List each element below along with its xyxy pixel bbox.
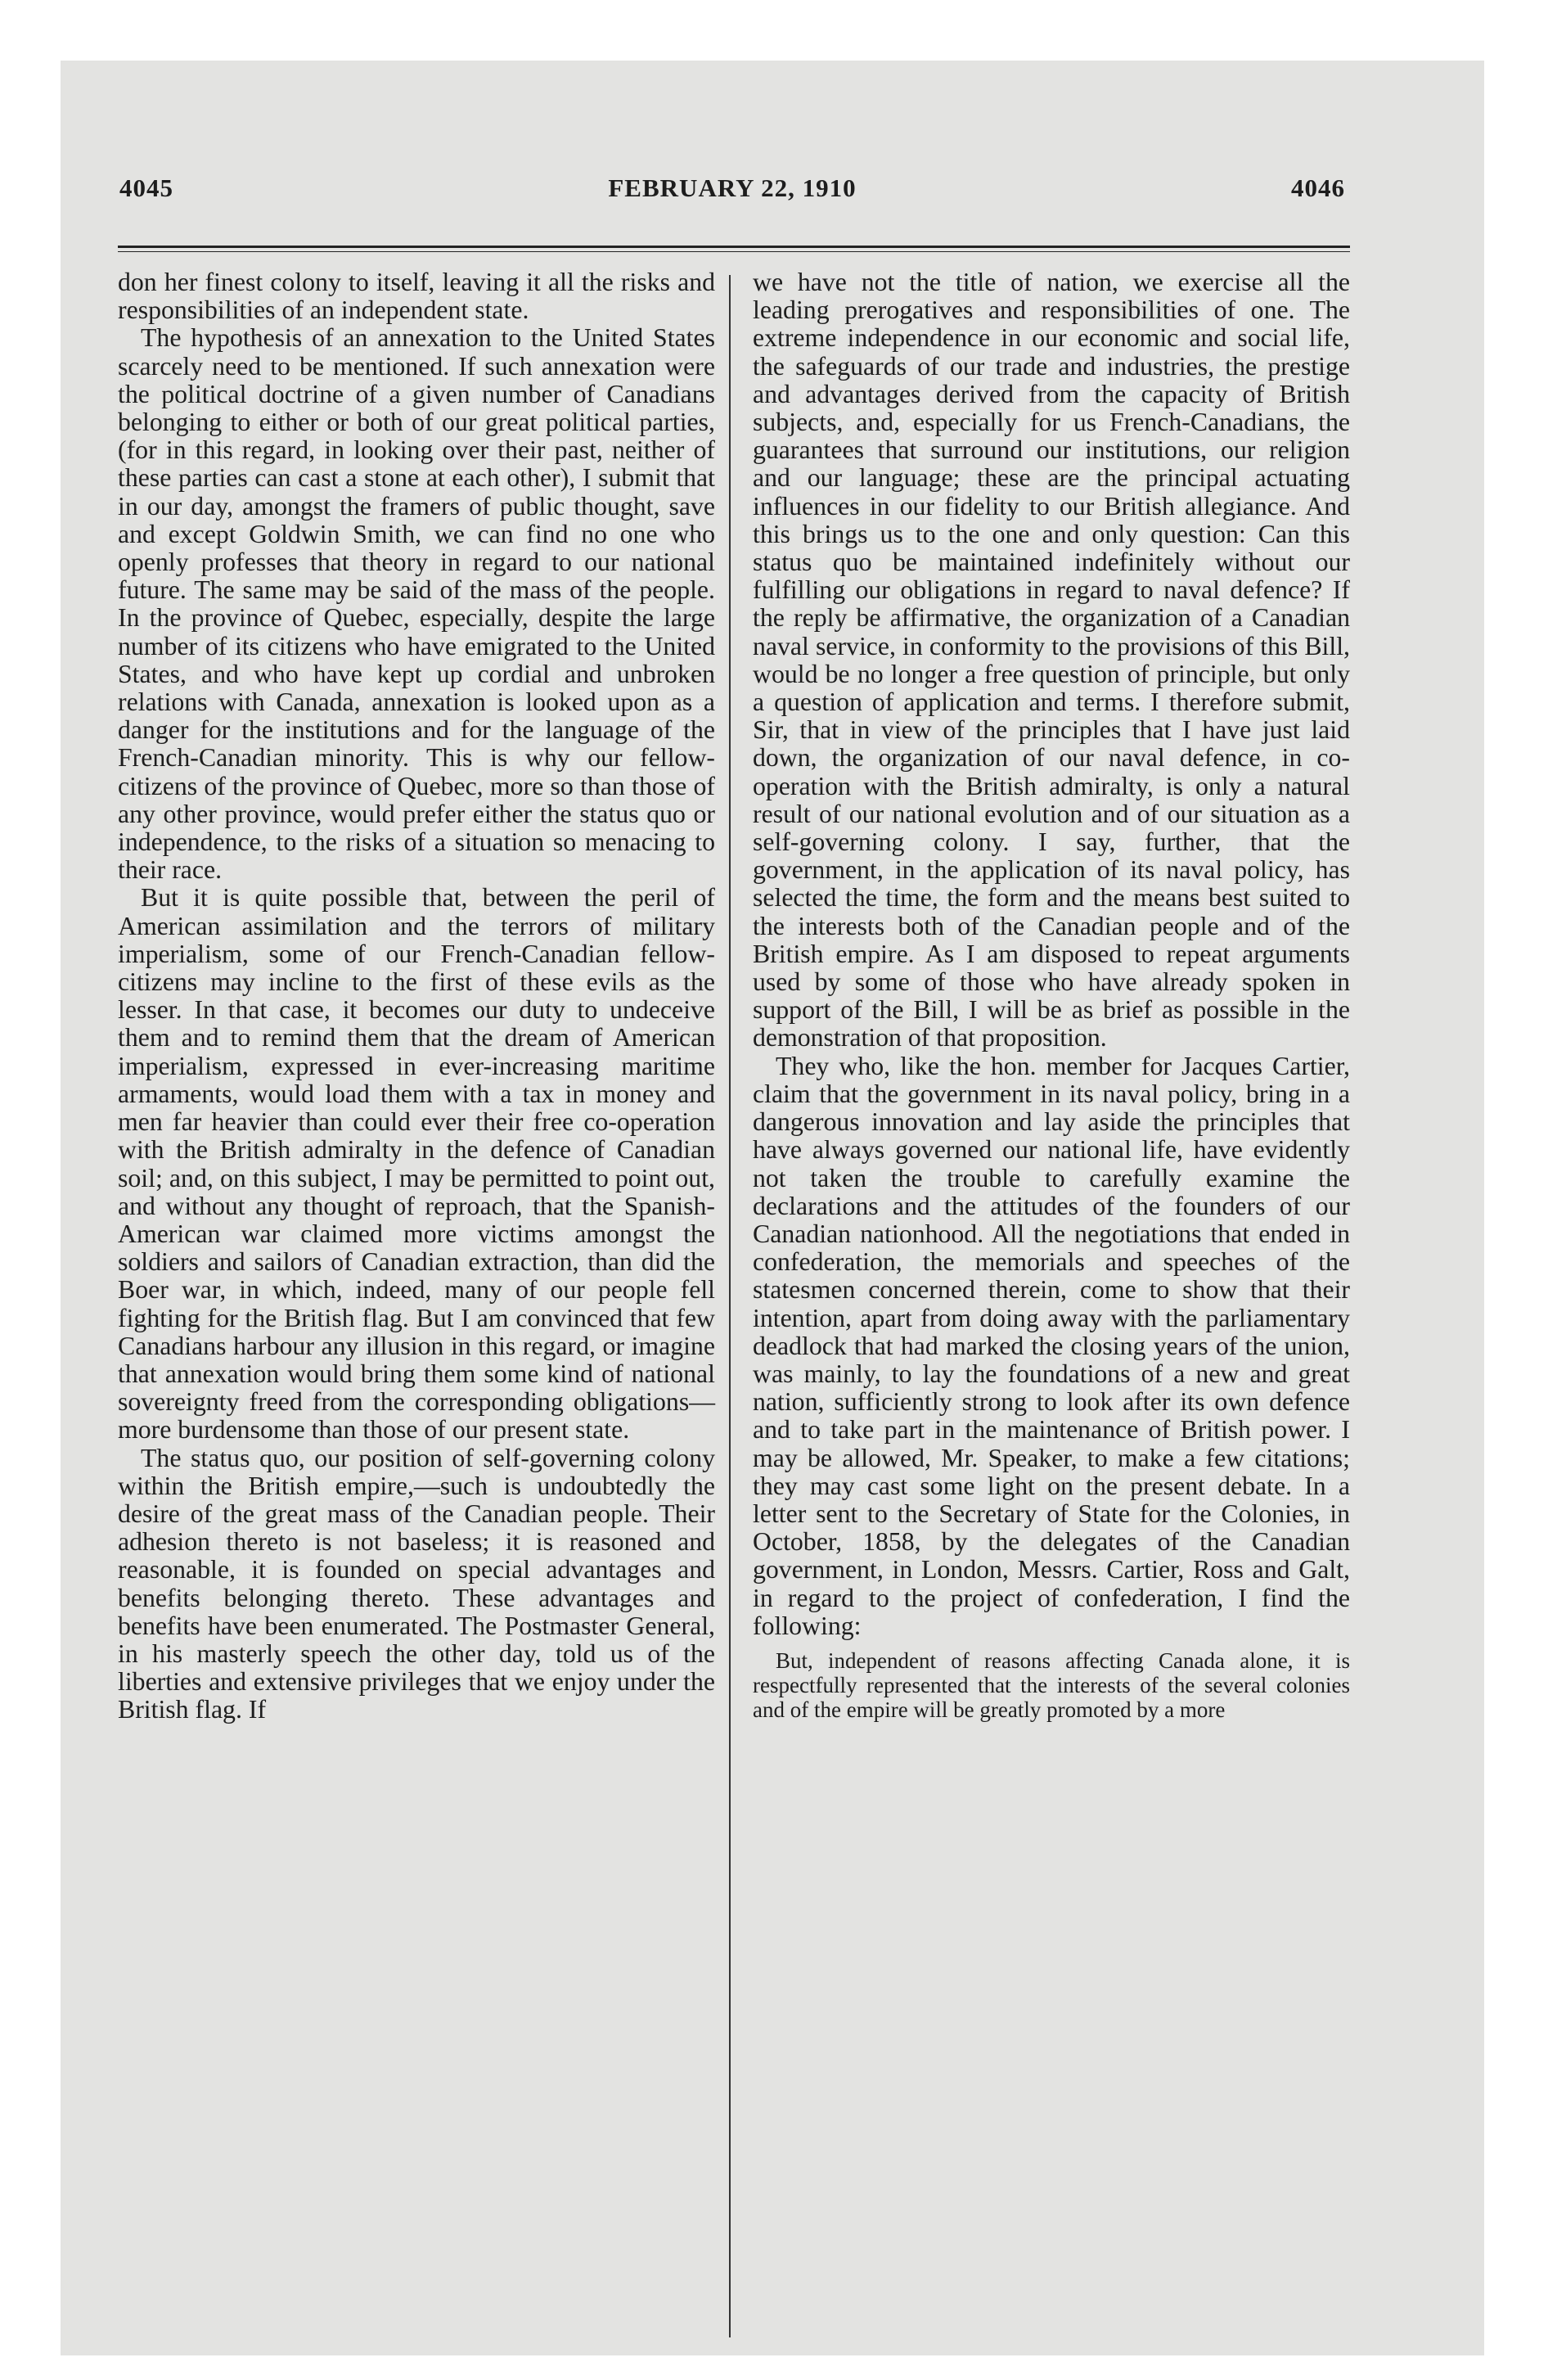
page-date: FEBRUARY 22, 1910 — [608, 174, 857, 202]
paragraph: don her finest colony to itself, leaving it all the risks and responsibilities of an independent state. — [118, 268, 715, 325]
page-number-right: 4046 — [1291, 174, 1345, 202]
page-header — [115, 164, 1350, 210]
paragraph: we have not the title of nation, we exercise all the leading prerogatives and responsibilities of one. The extreme independence in our economic and social life, the safeguards of our trade and industries, the prestige and advantages derived from the capacity of British subjects, and, especially for us French-Canadians, the guarantees that surround our institutions, our religion and our language; these are the principal actuating influences in our fidelity to our British allegiance. And this brings us to the one and only question: Can this status quo be maintained indefinitely without our fulfilling our obligations in regard to naval defence? If the reply be affirmative, the organization of a Canadian naval service, in conformity to the provisions of this Bill, would be no longer a free question of principle, but only a question of application and terms. I therefore submit, Sir, that in view of the principles that I have just laid down, the organization of our naval defence, in co-operation with the British admiralty, is only a natural result of our national evolution and of our situation as a self-governing colony. I say, further, that the government, in the application of its naval policy, has selected the time, the form and the means best suited to the interests both of the Canadian people and of the British empire. As I am disposed to repeat arguments used by some of those who have already spoken in support of the Bill, I will be as brief as possible in the demonstration of that proposition. — [753, 268, 1350, 1053]
quote-text: But, independent of reasons affecting Canada alone, it is respectfully represented that the interests of the several colonies and of the empire will be greatly promoted by a more — [753, 1648, 1350, 1723]
hansard-page — [115, 164, 1350, 1724]
header-rule — [118, 246, 1350, 252]
text-columns — [118, 268, 1350, 1724]
paragraph: The status quo, our position of self-governing colony within the British empire,—such is undoubtedly the desire of the great mass of the Canadian people. Their adhesion thereto is not baseless; it is reasoned and reasonable, it is founded on special advantages and benefits belonging thereto. These advantages and benefits have been enumerated. The Postmaster General, in his masterly speech the other day, told us of the liberties and extensive privileges that we enjoy under the British flag. If — [118, 1443, 715, 1724]
paragraph: But it is quite possible that, between the peril of American assimilation and the terrors of military imperialism, some of our French-Canadian fellow-citizens may incline to the first of these evils as the lesser. In that case, it becomes our duty to undeceive them and to remind them that the dream of American imperialism, expressed in ever-increasing maritime armaments, would load them with a tax in money and men far heavier than could ever their free co-operation with the British admiralty in the defence of Canadian soil; and, on this subject, I may be permitted to point out, and without any thought of reproach, that the Spanish-American war claimed more victims amongst the soldiers and sailors of Canadian extraction, than did the Boer war, in which, indeed, many of our people fell fighting for the British flag. But I am convinced that few Canadians harbour any illusion in this regard, or imagine that annexation would bring them some kind of national sovereignty freed from the corresponding obligations—more burdensome than those of our present state. — [118, 883, 715, 1445]
paragraph: They who, like the hon. member for Jacques Cartier, claim that the government in its naval policy, bring in a dangerous innovation and lay aside the principles that have always governed our national life, have evidently not taken the trouble to carefully examine the declarations and the attitudes of the founders of our Canadian nationhood. All the negotiations that ended in confederation, the memorials and speeches of the statesmen concerned therein, come to show that their intention, apart from doing away with the parliamentary deadlock that had marked the closing years of the union, was mainly, to lay the foundations of a new and great nation, sufficiently strong to look after its own defence and to take part in the maintenance of British power. I may be allowed, Mr. Speaker, to make a few citations; they may cast some light on the present debate. In a letter sent to the Secretary of State for the Colonies, in October, 1858, by the delegates of the Canadian government, in London, Messrs. Cartier, Ross and Galt, in regard to the project of confederation, I find the following: — [753, 1051, 1350, 1640]
right-column — [753, 268, 1350, 1724]
block-quote — [753, 1648, 1350, 1723]
page-number-left: 4045 — [119, 174, 173, 202]
column-divider — [729, 275, 731, 2337]
paragraph: The hypothesis of an annexation to the United States scarcely need to be mentioned. If such annexation were the political doctrine of a given number of Canadians belonging to either or both of our great political parties, (for in this regard, in looking over their past, neither of these parties can cast a stone at each other), I submit that in our day, amongst the framers of public thought, save and except Goldwin Smith, we can find no one who openly professes that theory in regard to our national future. The same may be said of the mass of the people. In the province of Quebec, especially, despite the large number of its citizens who have emigrated to the United States, and who have kept up cordial and unbroken relations with Canada, annexation is looked upon as a danger for the institutions and for the language of the French-Canadian minority. This is why our fellow-citizens of the province of Quebec, more so than those of any other province, would prefer either the status quo or independence, to the risks of a situation so menacing to their race. — [118, 323, 715, 885]
left-column — [118, 268, 715, 1724]
